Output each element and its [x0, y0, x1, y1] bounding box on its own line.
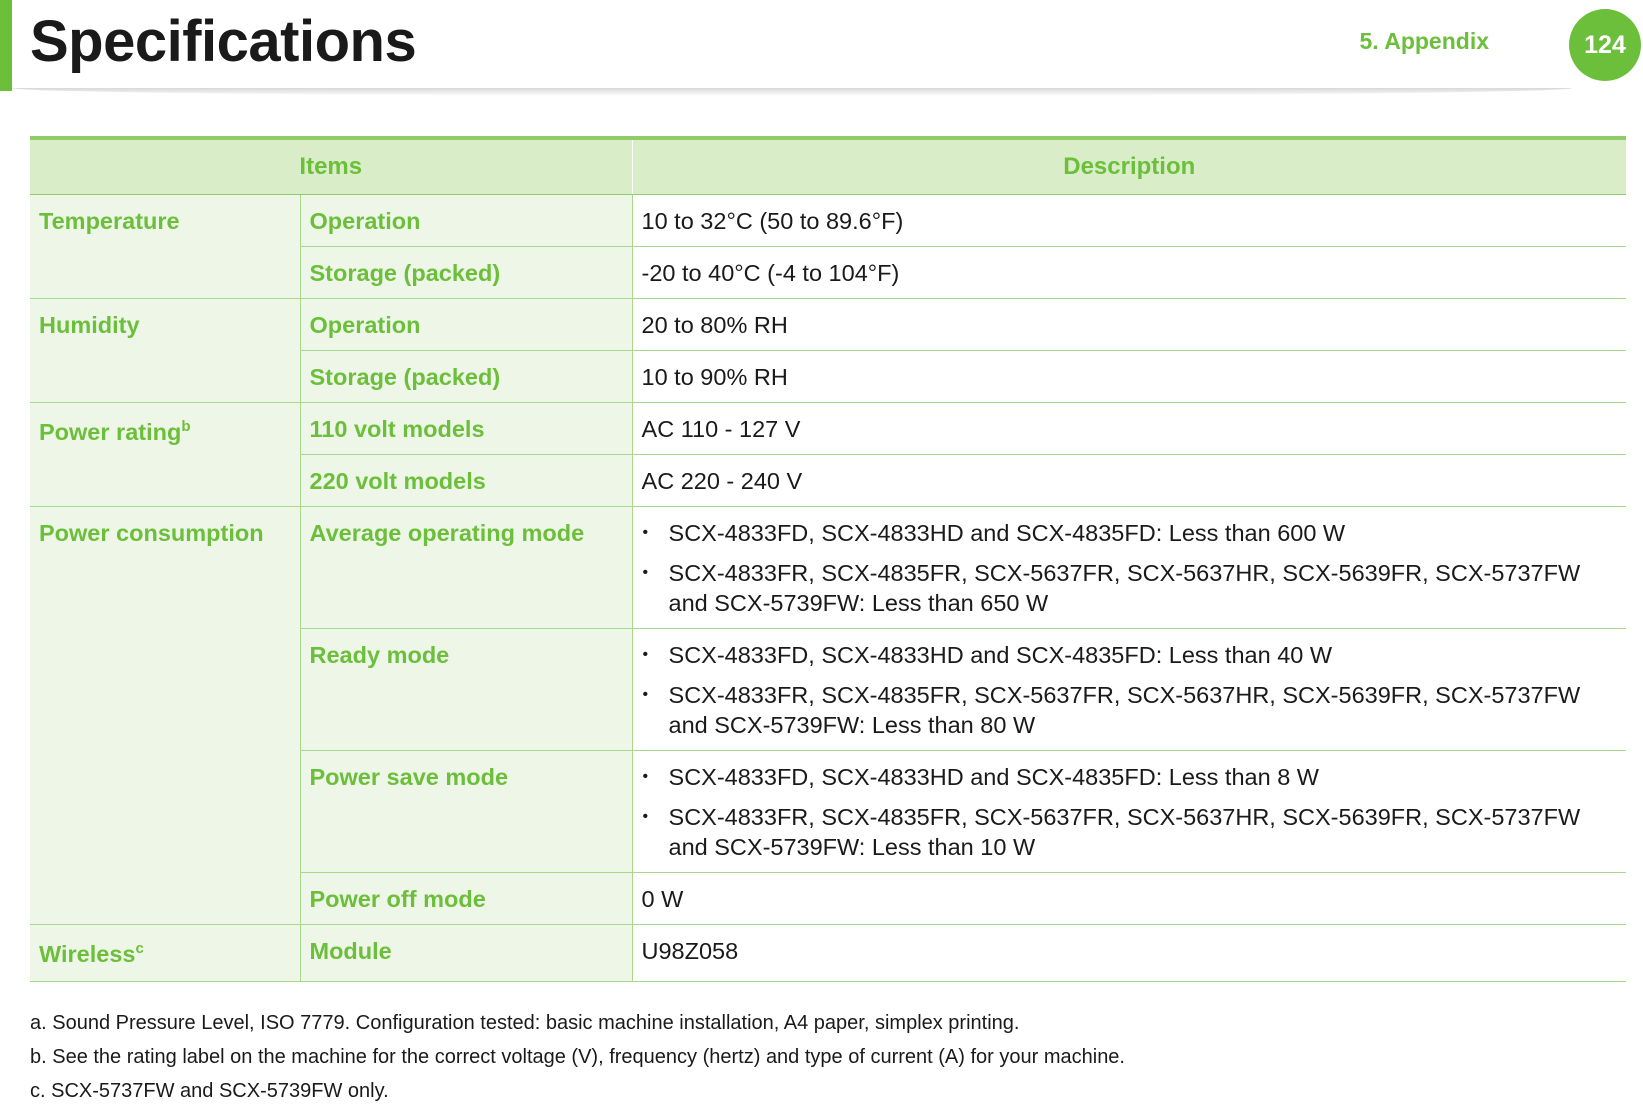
chapter-label: 5. Appendix [1359, 28, 1489, 54]
table-row [30, 195, 1626, 247]
power-110v-value: AC 110 - 127 V [632, 403, 1626, 455]
average-mode-value [632, 507, 1626, 629]
humidity-label: Humidity [30, 299, 300, 403]
average-mode-label: Average operating mode [300, 507, 632, 629]
power-rating-cell [30, 403, 300, 507]
footnote-mark-b: b [181, 418, 191, 435]
footnote-c: c. SCX-5737FW and SCX-5739FW only. [30, 1080, 389, 1102]
temperature-label: Temperature [30, 195, 300, 299]
power-consumption-label: Power consumption [30, 507, 300, 925]
module-label: Module [300, 925, 632, 982]
temperature-storage-value: -20 to 40°C (-4 to 104°F) [632, 247, 1626, 299]
power-220v-label: 220 volt models [300, 455, 632, 507]
list-item: • SCX-4833FD, SCX-4833HD and SCX-4835FD: Less than 40 W [642, 640, 1618, 670]
table-row [30, 403, 1626, 455]
footnote-a: a. Sound Pressure Level, ISO 7779. Configuration tested: basic machine installation, A4 paper, simplex printing. [30, 1012, 1020, 1034]
power-rating-label: Power rating [39, 419, 182, 445]
bullet-list [642, 518, 1618, 618]
ready-mode-label: Ready mode [300, 629, 632, 751]
footnote-b: b. See the rating label on the machine for the correct voltage (V), frequency (hertz) and type of current (A) for your machine. [30, 1046, 1125, 1068]
specifications-table [30, 136, 1626, 982]
list-item: • SCX-4833FD, SCX-4833HD and SCX-4835FD: Less than 8 W [642, 762, 1618, 792]
page-title: Specifications [30, 9, 417, 74]
power-off-mode-value: 0 W [632, 873, 1626, 925]
module-value: U98Z058 [632, 925, 1626, 982]
page-number-badge: 124 [1569, 9, 1641, 81]
power-220v-value: AC 220 - 240 V [632, 455, 1626, 507]
items-header: Items [30, 138, 632, 195]
power-save-mode-label: Power save mode [300, 751, 632, 873]
humidity-storage-label: Storage (packed) [300, 351, 632, 403]
temperature-operation-label: Operation [300, 195, 632, 247]
footnotes [30, 1008, 1125, 1110]
bullet-list [642, 762, 1618, 862]
description-header: Description [632, 138, 1626, 195]
humidity-operation-value: 20 to 80% RH [632, 299, 1626, 351]
list-item: • SCX-4833FR, SCX-4835FR, SCX-5637FR, SCX-5637HR, SCX-5639FR, SCX-5737FW and SCX-5739FW: Less than 80 W [642, 680, 1618, 740]
footnote-mark-c: c [135, 940, 144, 957]
wireless-label: Wireless [39, 941, 136, 967]
humidity-storage-value: 10 to 90% RH [632, 351, 1626, 403]
list-item: • SCX-4833FR, SCX-4835FR, SCX-5637FR, SCX-5637HR, SCX-5639FR, SCX-5737FW and SCX-5739FW: Less than 10 W [642, 802, 1618, 862]
bullet-list [642, 640, 1618, 740]
power-off-mode-label: Power off mode [300, 873, 632, 925]
list-item: • SCX-4833FD, SCX-4833HD and SCX-4835FD: Less than 600 W [642, 518, 1618, 548]
power-110v-label: 110 volt models [300, 403, 632, 455]
table-row [30, 925, 1626, 982]
table-row [30, 299, 1626, 351]
wireless-cell [30, 925, 300, 982]
table-header-row [30, 138, 1626, 195]
accent-bar [0, 0, 12, 91]
ready-mode-value [632, 629, 1626, 751]
humidity-operation-label: Operation [300, 299, 632, 351]
temperature-operation-value: 10 to 32°C (50 to 89.6°F) [632, 195, 1626, 247]
table-row [30, 507, 1626, 629]
power-save-mode-value [632, 751, 1626, 873]
header-divider [12, 88, 1572, 96]
list-item: • SCX-4833FR, SCX-4835FR, SCX-5637FR, SCX-5637HR, SCX-5639FR, SCX-5737FW and SCX-5739FW: Less than 650 W [642, 558, 1618, 618]
temperature-storage-label: Storage (packed) [300, 247, 632, 299]
